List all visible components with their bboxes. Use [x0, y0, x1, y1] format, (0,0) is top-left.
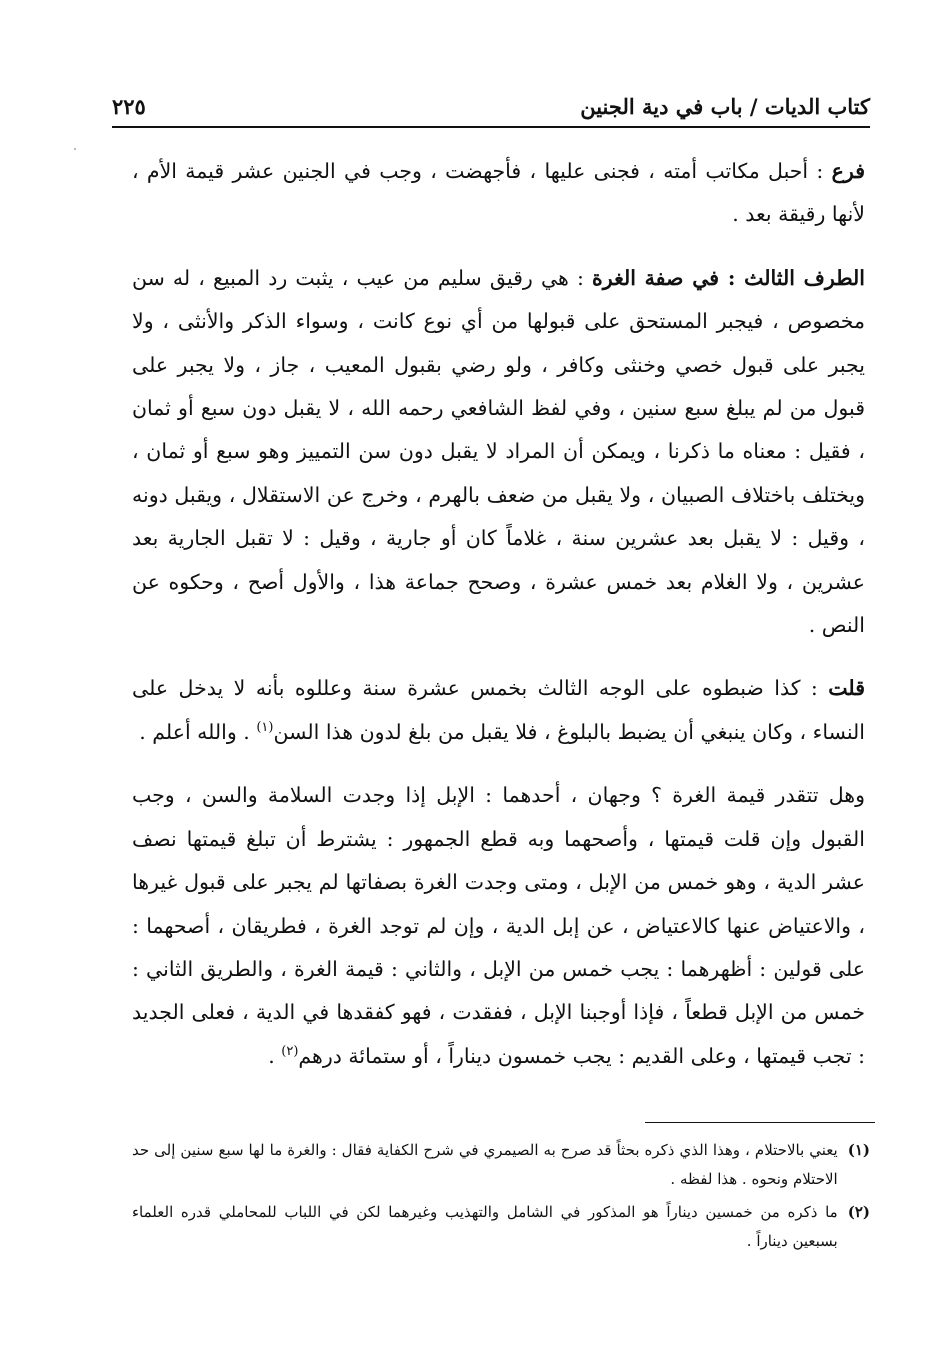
footnote-1 — [132, 1136, 870, 1194]
margin-speck — [74, 148, 76, 150]
footnote-number: (١) — [847, 1141, 870, 1159]
footnote-separator — [645, 1122, 875, 1123]
paragraph-lead: قلت — [828, 676, 865, 701]
running-header — [112, 86, 870, 128]
paragraph-value-question — [132, 774, 865, 1078]
paragraph-tail: . والله أعلم . — [139, 719, 257, 744]
footnote-text: يعني بالاحتلام ، وهذا الذي ذكره بحثاً قد صرح به الصيمري في شرح الكفاية فقال : والغرة ما لها سبع سنين إلى حد الاحتلام ونحوه . هذا لفظه . — [132, 1141, 838, 1188]
paragraph-comment — [132, 667, 865, 754]
paragraph-branch — [132, 150, 865, 237]
paragraph-text: : أحبل مكاتب أمته ، فجنى عليها ، فأجهضت ، وجب في الجنين عشر قيمة الأم ، لأنها رقيقة بعد . — [132, 159, 865, 227]
paragraph-third-section — [132, 257, 865, 648]
paragraph-text: وهل تتقدر قيمة الغرة ؟ وجهان ، أحدهما : الإبل إذا وجدت السلامة والسن ، وجب القبول وإن قلت قيمتها ، وأصحهما وبه قطع الجمهور : يشترط أن تبلغ قيمتها نصف عشر الدية ، وهو خمس من الإبل ، ومتى وجدت الغرة بصفاتها لم يجبر على قبول غيرها ، والاعتياض عنها كالاعتياض ، عن إبل الدية ، وإن لم توجد الغرة ، فطريقان ، أصحهما : على قولين : أظهرهما : يجب خمس من الإبل ، والثاني : قيمة الغرة ، والطريق الثاني : خمس من الإبل قطعاً ، فإذا أوجبنا الإبل ، ففقدت ، فهو كفقدها في الدية ، فعلى الجديد : تجب قيمتها ، وعلى القديم : يجب خمسون ديناراً ، أو ستمائة درهم — [132, 783, 865, 1068]
footnote-text: ما ذكره من خمسين ديناراً هو المذكور في الشامل والتهذيب وغيرهما لكن في اللباب للمحاملي قدره العلماء بسبعين ديناراً . — [132, 1203, 838, 1250]
paragraph-lead: فرع — [831, 159, 865, 183]
header-title: كتاب الديات / باب في دية الجنين — [580, 93, 870, 119]
paragraph-text: : كذا ضبطوه على الوجه الثالث بخمس عشرة سنة وعللوه بأنه لا يدخل على النساء ، وكان ينبغي أن يضبط بالبلوغ ، فلا يقبل من بلغ لدون هذا السن — [132, 676, 865, 744]
footnote-ref-1[interactable]: (١) — [256, 720, 274, 736]
footnote-2 — [132, 1198, 870, 1256]
footnote-ref-2[interactable]: (٢) — [281, 1043, 299, 1059]
paragraph-lead: الطرف الثالث : في صفة الغرة — [592, 265, 865, 290]
paragraph-text: : هي رقيق سليم من عيب ، يثبت رد المبيع ، له سن مخصوص ، فيجبر المستحق على قبولها من أي نوع كانت ، وسواء الذكر والأنثى ، ولا يجبر على قبول خصي وخنثى وكافر ، ولو رضي بقبول المعيب ، جاز ، ولا يجبر على قبول من لم يبلغ سبع سنين ، وفي لفظ الشافعي رحمه الله ، لا يقبل دون سبع أو ثمان ، فقيل : معناه ما ذكرنا ، ويمكن أن المراد لا يقبل دون سن التمييز وهو سبع أو ثمان ، ويختلف باختلاف الصبيان ، ولا يقبل من ضعف بالهرم ، وخرج عن الاستقلال ، ويقبل دونه ، وقيل : لا يقبل بعد عشرين سنة ، غلاماً كان أو جارية ، وقيل : لا تقبل الجارية بعد عشرين ، ولا الغلام بعد خمس عشرة ، وصحح جماعة هذا ، والأول أصح ، وحكوه عن النص . — [132, 265, 865, 638]
page-number: ٢٢٥ — [112, 93, 146, 119]
paragraph-tail: . — [268, 1043, 282, 1068]
footnote-number: (٢) — [847, 1203, 870, 1221]
footnotes — [132, 1136, 870, 1260]
main-text — [132, 150, 865, 1078]
